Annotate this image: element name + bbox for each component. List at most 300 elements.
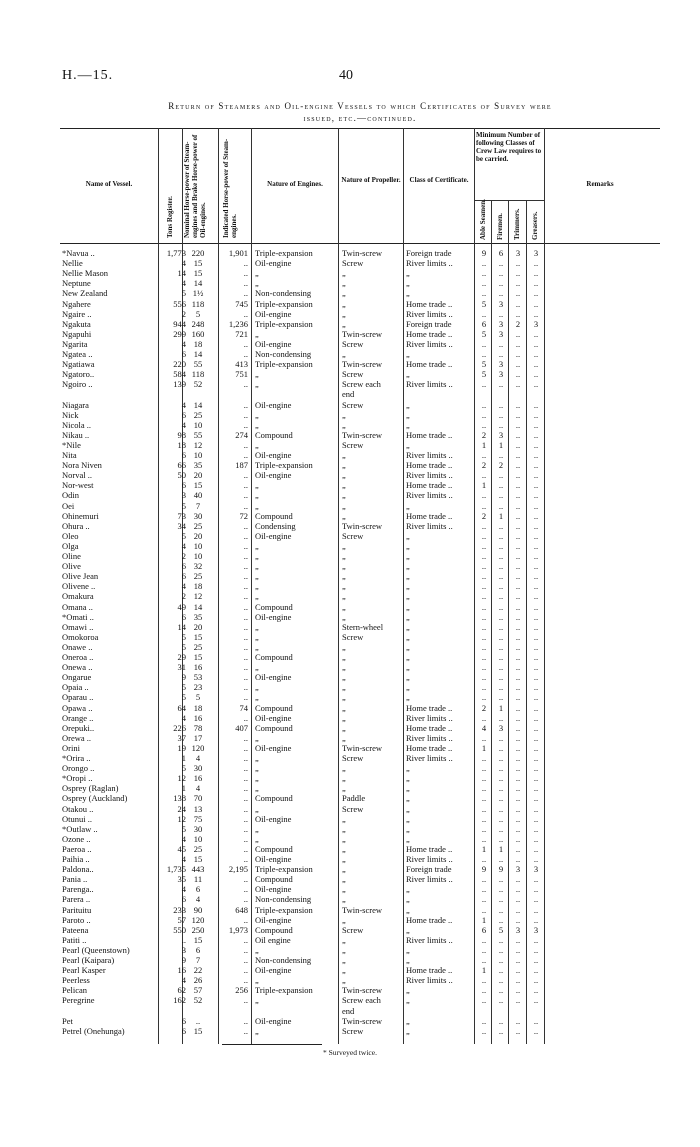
nominal-hp: 1½ (192, 288, 204, 299)
propeller: Twin-screw (342, 742, 383, 753)
nominal-hp: 32 (193, 561, 203, 572)
vessel-name: Ngatea .. (62, 349, 93, 359)
able-seamen: .. (481, 682, 487, 693)
firemen: .. (498, 409, 504, 420)
tons-register: 24 (177, 803, 186, 814)
able-seamen: .. (481, 591, 487, 602)
col-head-engines: Nature of Engines. (267, 180, 323, 188)
vessel-name: Orongo .. (62, 763, 95, 774)
tons-register: 4 (181, 419, 186, 430)
trimmers: .. (515, 985, 521, 996)
certificate-class: Home trade .. (406, 843, 453, 854)
able-seamen: .. (481, 783, 487, 794)
vessel-name: Paeroa .. (62, 843, 92, 854)
able-seamen: .. (481, 621, 487, 632)
engine-type: Triple-expansion (255, 318, 313, 329)
certificate-class: „ (406, 268, 410, 279)
greasers: .. (533, 530, 539, 541)
nominal-hp: 25 (193, 520, 203, 531)
trimmers: .. (515, 1015, 521, 1026)
indicated-hp: .. (243, 682, 248, 693)
table-row (60, 804, 660, 814)
tons-register: 162 (173, 995, 186, 1006)
greasers: .. (533, 399, 539, 410)
indicated-hp: .. (243, 288, 248, 299)
indicated-hp: .. (243, 955, 248, 965)
table-row (60, 864, 660, 874)
engine-type: „ (255, 773, 259, 784)
certificate-class: „ (406, 611, 410, 622)
propeller: „ (342, 843, 346, 854)
greasers: .. (533, 288, 539, 299)
certificate-class: „ (406, 561, 410, 572)
tons-register: 584 (173, 369, 186, 380)
greasers: .. (533, 904, 539, 915)
able-seamen: 1 (481, 742, 487, 753)
firemen: .. (498, 1015, 504, 1026)
table-row (60, 935, 660, 945)
propeller: „ (342, 854, 346, 864)
nominal-hp: 20 (193, 621, 203, 632)
trimmers: .. (515, 530, 521, 541)
trimmers: .. (515, 399, 521, 410)
trimmers: .. (515, 874, 521, 885)
table-row (60, 501, 660, 511)
vessel-name: Omana .. (62, 601, 93, 612)
tons-register: 6 (181, 611, 186, 622)
tons-register: 6 (181, 450, 186, 460)
vessel-name: Otakou .. (62, 803, 94, 814)
firemen: .. (498, 338, 504, 349)
trimmers: .. (515, 520, 521, 531)
certificate-class: „ (406, 924, 410, 935)
able-seamen: .. (481, 985, 487, 996)
indicated-hp: .. (243, 975, 248, 986)
engine-type: „ (255, 1025, 259, 1036)
vessel-name: *Outlaw .. (62, 823, 98, 834)
firemen: .. (498, 520, 504, 531)
firemen: .. (498, 732, 504, 743)
greasers: .. (533, 682, 539, 693)
table-row (60, 874, 660, 884)
firemen: .. (498, 904, 504, 915)
propeller: „ (342, 641, 346, 652)
indicated-hp: .. (243, 823, 248, 834)
certificate-class: „ (406, 288, 410, 299)
propeller: „ (342, 894, 346, 905)
certificate-class: „ (406, 682, 410, 693)
nominal-hp: 25 (193, 409, 203, 420)
trimmers: .. (515, 884, 521, 895)
table-row (60, 278, 660, 288)
nominal-hp: 7 (195, 955, 201, 965)
vessel-name: Paroto .. (62, 914, 91, 925)
able-seamen: .. (481, 793, 487, 804)
vessel-name: Paihia .. (62, 854, 90, 864)
greasers: .. (533, 258, 539, 269)
engine-type: Oil-engine (255, 450, 292, 460)
nominal-hp: 55 (193, 429, 203, 440)
able-seamen: 5 (481, 369, 487, 380)
tons-register: 6 (181, 409, 186, 420)
greasers: 3 (533, 248, 539, 258)
indicated-hp: .. (243, 611, 248, 622)
firemen: .. (498, 652, 504, 662)
engine-type: Compound (255, 874, 293, 885)
certificate-class: „ (406, 904, 410, 915)
indicated-hp: .. (243, 490, 248, 501)
indicated-hp: .. (243, 450, 248, 460)
trimmers: .. (515, 975, 521, 986)
vessel-name: Neptune (62, 278, 91, 289)
firemen: .. (498, 1025, 504, 1036)
indicated-hp: .. (243, 884, 248, 895)
propeller: „ (342, 692, 346, 703)
vessel-name: Orewa .. (62, 732, 92, 743)
certificate-class: „ (406, 540, 410, 551)
greasers: .. (533, 773, 539, 784)
engine-type: Triple-expansion (255, 298, 313, 309)
trimmers: .. (515, 460, 521, 471)
indicated-hp: .. (243, 621, 248, 632)
able-seamen: 1 (481, 965, 487, 976)
indicated-hp: .. (243, 439, 248, 450)
propeller: „ (342, 591, 346, 602)
propeller: „ (342, 763, 346, 774)
able-seamen: .. (481, 803, 487, 814)
greasers: .. (533, 439, 539, 450)
trimmers: .. (515, 581, 521, 592)
certificate-class: „ (406, 783, 410, 794)
certificate-class: „ (406, 439, 410, 450)
engine-type: „ (255, 621, 259, 632)
propeller: Screw (342, 803, 364, 814)
vessel-name: Oei (62, 500, 75, 511)
firemen: 3 (498, 328, 504, 339)
firemen: .. (498, 530, 504, 541)
tons-register: 9 (181, 672, 186, 683)
able-seamen: 1 (481, 439, 487, 450)
able-seamen: 1 (481, 480, 487, 491)
propeller: Twin-screw (342, 328, 383, 339)
able-seamen: .. (481, 409, 487, 420)
firemen: .. (498, 540, 504, 551)
greasers: .. (533, 914, 539, 925)
firemen: .. (498, 399, 504, 410)
greasers: .. (533, 450, 539, 460)
certificate-class: „ (406, 1025, 410, 1036)
tons-register: 6 (181, 480, 186, 491)
greasers: 3 (533, 864, 539, 875)
engine-type: „ (255, 561, 259, 572)
firemen: .. (498, 581, 504, 592)
indicated-hp: .. (243, 540, 248, 551)
propeller: „ (342, 308, 346, 319)
engine-type: „ (255, 682, 259, 693)
trimmers: .. (515, 732, 521, 743)
vessel-name: Petrel (Onehunga) (62, 1025, 125, 1036)
indicated-hp: .. (243, 783, 248, 794)
certificate-class: River limits .. (406, 470, 453, 481)
tons-register: 139 (173, 379, 186, 390)
indicated-hp: .. (243, 581, 248, 592)
propeller: Twin-screw (342, 904, 383, 915)
vessel-name: Orange .. (62, 712, 94, 723)
engine-type: Non-condensing (255, 955, 312, 965)
indicated-hp: .. (243, 833, 248, 844)
engine-type: „ (255, 763, 259, 774)
certificate-class: „ (406, 833, 410, 844)
certificate-class: „ (406, 803, 410, 814)
indicated-hp: .. (243, 530, 248, 541)
able-seamen: .. (481, 601, 487, 612)
firemen: .. (498, 833, 504, 844)
table-row (60, 854, 660, 864)
propeller: „ (342, 510, 346, 521)
vessel-name: Ozone .. (62, 833, 91, 844)
greasers: .. (533, 419, 539, 430)
nominal-hp: 20 (193, 470, 203, 481)
indicated-hp: .. (243, 712, 248, 723)
indicated-hp: .. (243, 692, 248, 703)
able-seamen: 5 (481, 359, 487, 370)
greasers: .. (533, 621, 539, 632)
nominal-hp: 14 (193, 399, 203, 410)
indicated-hp: .. (243, 278, 248, 289)
engine-type: Oil-engine (255, 965, 292, 976)
nominal-hp: 23 (193, 682, 203, 693)
indicated-hp: .. (243, 995, 248, 1006)
engine-type: Compound (255, 793, 293, 804)
engine-type: Oil-engine (255, 611, 292, 622)
vessel-name: Nita (62, 450, 77, 460)
firemen: .. (498, 308, 504, 319)
propeller: „ (342, 278, 346, 289)
propeller: „ (342, 611, 346, 622)
col-head-crew-group: Minimum Number of following Classes of Crew Law requires to be carried. (476, 131, 542, 163)
vessel-name: Nikau .. (62, 429, 90, 440)
propeller: Screw (342, 439, 364, 450)
table-row (60, 834, 660, 844)
table-row (60, 602, 660, 612)
trimmers: .. (515, 409, 521, 420)
vessel-name: Patiti .. (62, 934, 87, 945)
propeller: Screw (342, 1025, 364, 1036)
table-row (60, 591, 660, 601)
indicated-hp: .. (243, 742, 248, 753)
tons-register: 5 (181, 692, 186, 703)
propeller: „ (342, 813, 346, 824)
certificate-class: „ (406, 551, 410, 561)
indicated-hp: .. (243, 338, 248, 349)
trimmers: .. (515, 783, 521, 794)
trimmers: .. (515, 439, 521, 450)
greasers: .. (533, 712, 539, 723)
able-seamen: .. (481, 500, 487, 511)
table-row (60, 975, 660, 985)
nominal-hp: 55 (193, 359, 203, 370)
tons-register: 1,735 (166, 864, 186, 875)
tons-register: 37 (177, 732, 186, 743)
indicated-hp: .. (243, 399, 248, 410)
certificate-class: Home trade .. (406, 359, 453, 370)
tons-register: 1 (181, 783, 186, 794)
table-row (60, 793, 660, 803)
propeller: „ (342, 318, 346, 329)
trimmers: 3 (515, 864, 521, 875)
table-row (60, 430, 660, 440)
able-seamen: .. (481, 854, 487, 864)
trimmers: .. (515, 672, 521, 683)
tons-register: 5 (181, 288, 186, 299)
table-row (60, 400, 660, 410)
firemen: .. (498, 641, 504, 652)
vessel-name: Nick (62, 409, 79, 420)
nominal-hp: 15 (193, 268, 203, 279)
able-seamen: 2 (481, 510, 487, 521)
propeller: „ (342, 268, 346, 279)
firemen: .. (498, 874, 504, 885)
firemen: .. (498, 631, 504, 642)
firemen: .. (498, 823, 504, 834)
nominal-hp: 7 (195, 500, 201, 511)
vessel-name: Osprey (Auckland) (62, 793, 128, 804)
nominal-hp: 15 (193, 480, 203, 491)
greasers: .. (533, 470, 539, 481)
firemen: .. (498, 490, 504, 501)
tons-register: 299 (173, 328, 186, 339)
vessel-name: Olga (62, 540, 79, 551)
nominal-hp: 11 (193, 874, 203, 885)
table-row (60, 551, 660, 561)
table-row (60, 359, 660, 369)
engine-type: Oil-engine (255, 914, 292, 925)
firemen: .. (498, 601, 504, 612)
certificate-class: „ (406, 530, 410, 541)
vessel-name: Pateena (62, 924, 89, 935)
firemen: 9 (498, 864, 504, 875)
propeller: Screw (342, 369, 364, 380)
greasers: .. (533, 429, 539, 440)
greasers: .. (533, 298, 539, 309)
propeller: „ (342, 944, 346, 955)
engine-type: „ (255, 995, 259, 1006)
greasers: .. (533, 955, 539, 965)
indicated-hp: .. (243, 480, 248, 491)
firemen: .. (498, 955, 504, 965)
trimmers: .. (515, 944, 521, 955)
propeller: „ (342, 965, 346, 976)
tons-register: 4 (181, 581, 186, 592)
greasers: .. (533, 803, 539, 814)
nominal-hp: 35 (193, 460, 203, 471)
table-row (60, 915, 660, 925)
vessel-name: Omawi .. (62, 621, 94, 632)
tons-register: 4 (181, 278, 186, 289)
certificate-class: „ (406, 369, 410, 380)
vessel-name: Osprey (Raglan) (62, 783, 119, 794)
firemen: .. (498, 662, 504, 673)
col-head-indicated-hp: Indicated Horse-power of Steam-engines. (222, 138, 238, 238)
trimmers: .. (515, 702, 521, 713)
trimmers: .. (515, 369, 521, 380)
table-row (60, 268, 660, 278)
greasers: .. (533, 601, 539, 612)
tons-register: 5 (181, 823, 186, 834)
vessel-name: Oneroa .. (62, 652, 94, 662)
trimmers: .. (515, 338, 521, 349)
greasers: .. (533, 551, 539, 561)
col-head-tons: Tons Register. (166, 196, 174, 238)
indicated-hp: .. (243, 379, 248, 390)
certificate-class: „ (406, 652, 410, 662)
propeller: Screw each (342, 379, 381, 390)
able-seamen: .. (481, 712, 487, 723)
certificate-class: Home trade .. (406, 702, 453, 713)
certificate-class: Home trade .. (406, 965, 453, 976)
propeller: „ (342, 914, 346, 925)
vessel-name: Olive Jean (62, 571, 99, 582)
propeller: „ (342, 349, 346, 359)
greasers: .. (533, 278, 539, 289)
indicated-hp: 751 (235, 369, 248, 380)
table-row (60, 713, 660, 723)
engine-type: „ (255, 944, 259, 955)
firemen: 3 (498, 722, 504, 733)
indicated-hp: .. (243, 561, 248, 572)
col-head-trimmers: Trimmers. (513, 208, 521, 240)
propeller: „ (342, 460, 346, 471)
indicated-hp: 1,973 (228, 924, 248, 935)
certificate-class: „ (406, 349, 410, 359)
tons-register: 4 (181, 540, 186, 551)
able-seamen: 1 (481, 914, 487, 925)
engine-type: Compound (255, 924, 293, 935)
certificate-class: „ (406, 944, 410, 955)
trimmers: .. (515, 995, 521, 1006)
trimmers: .. (515, 641, 521, 652)
nominal-hp: 22 (193, 965, 203, 976)
firemen: .. (498, 813, 504, 824)
able-seamen: .. (481, 288, 487, 299)
vessel-name: Paldona.. (62, 864, 94, 875)
firemen: .. (498, 349, 504, 359)
table-row (60, 945, 660, 955)
greasers: .. (533, 965, 539, 976)
tons-register: 12 (177, 813, 186, 824)
greasers: .. (533, 540, 539, 551)
vessel-name: Peerless (62, 975, 90, 986)
trimmers: .. (515, 955, 521, 965)
nominal-hp: 4 (195, 753, 201, 763)
vessel-name: Onewa .. (62, 662, 93, 673)
certificate-class: Home trade .. (406, 722, 453, 733)
certificate-class: Home trade .. (406, 328, 453, 339)
certificate-class: „ (406, 399, 410, 410)
nominal-hp: 5 (195, 308, 201, 319)
propeller: „ (342, 450, 346, 460)
vessel-name: Opawa .. (62, 702, 93, 713)
certificate-class: River limits .. (406, 338, 453, 349)
greasers: .. (533, 652, 539, 662)
trimmers: .. (515, 722, 521, 733)
engine-type: „ (255, 490, 259, 501)
vessel-name: Ngahere (62, 298, 91, 309)
vessel-name: *Nile (62, 439, 81, 450)
able-seamen: .. (481, 652, 487, 662)
vessel-name: *Oropi .. (62, 773, 93, 784)
trimmers: .. (515, 753, 521, 763)
